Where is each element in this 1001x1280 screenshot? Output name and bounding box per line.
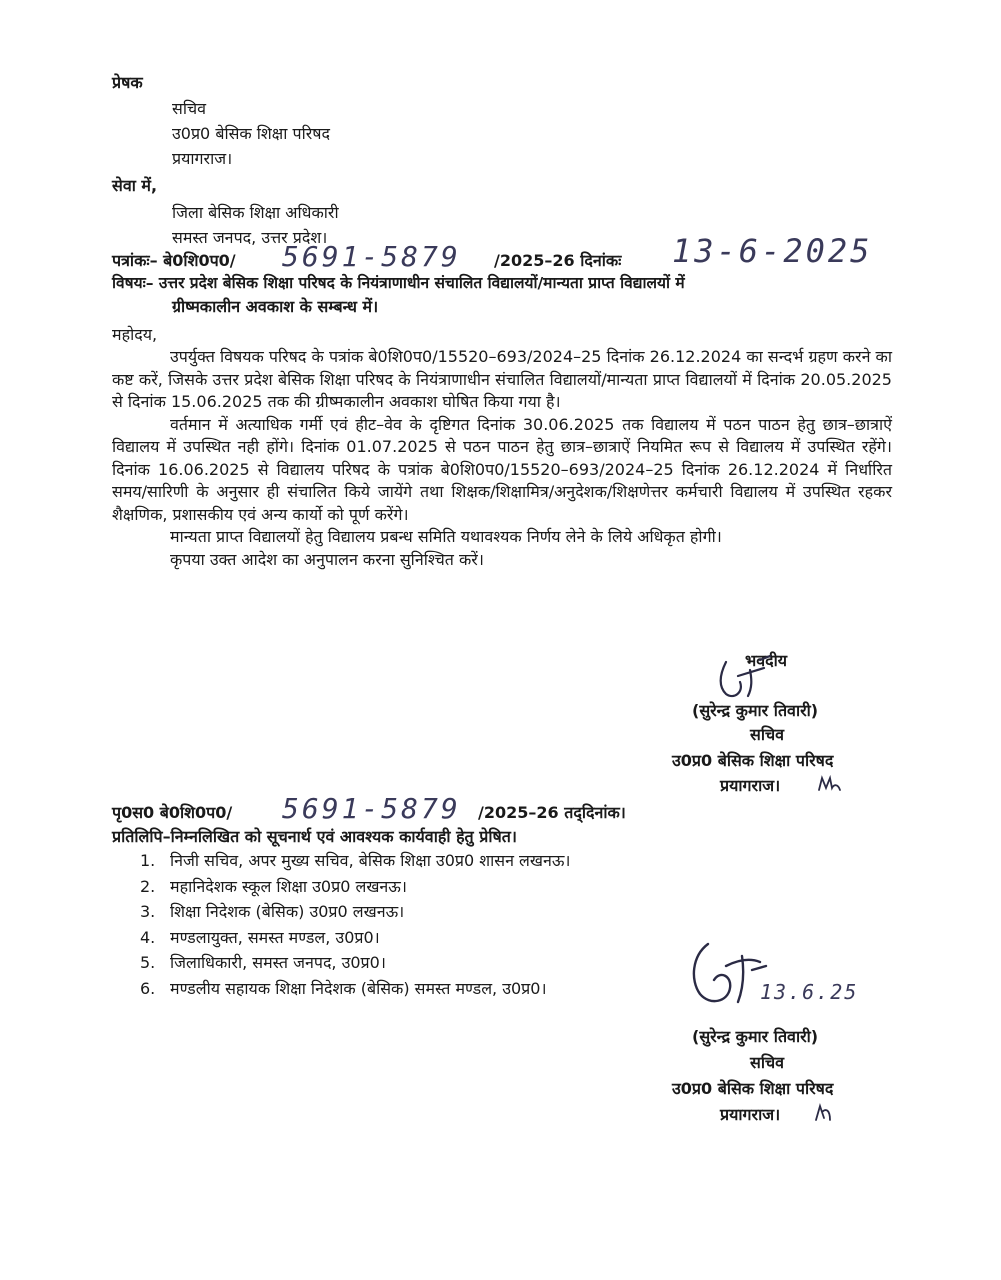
list-number: 5. [140, 953, 156, 973]
signatory-org: उ0प्र0 बेसिक शिक्षा परिषद [672, 751, 834, 770]
list-number: 6. [140, 978, 156, 998]
paragraph: कृपया उक्त आदेश का अनुपालन करना सुनिश्चित करें। [170, 549, 484, 569]
list-number: 1. [140, 851, 156, 870]
list-item [140, 950, 571, 976]
list-item [140, 874, 571, 900]
signature-mark [712, 646, 782, 702]
from-line: सचिव [172, 99, 207, 118]
salutation: महोदय, [112, 325, 158, 344]
signature-date-handwritten: 13.6.25 [760, 980, 859, 1004]
initials-mark [816, 774, 844, 794]
list-text: जिलाधिकारी, समस्त जनपद, उ0प्र0। [170, 953, 386, 973]
from-line: प्रयागराज। [172, 149, 233, 168]
to-label: सेवा में, [112, 176, 158, 195]
signature-mark [686, 936, 776, 1016]
list-item [140, 925, 571, 951]
ref-prefix: पत्रांकः– बे0शि0प0/ [112, 251, 236, 270]
paragraph: उपर्युक्त विषयक परिषद के पत्रांक बे0शि0प0/15520–693/2024–25 दिनांक 26.12.2024 का सन्दर्भ ग्रहण करने का कष्ट करें, जिसके उत्तर प्रदेश बेसिक शिक्षा परिषद के नियंत्राणाधीन संचालित विद्यालयों/मान्यता प्राप्त विद्यालयों में दिनांक 20.05.2025 से दिनांक 15.06.2025 तक की ग्रीष्मकालीन अवकाश घोषित किया गया है। [112, 347, 892, 411]
date-handwritten: 13-6-2025 [672, 232, 873, 270]
list-text: मण्डलायुक्त, समस्त मण्डल, उ0प्र0। [170, 927, 380, 947]
list-item [140, 976, 571, 1002]
subject-line: ग्रीष्मकालीन अवकाश के सम्बन्ध में। [172, 297, 379, 316]
from-label: प्रेषक [112, 73, 143, 92]
list-item [140, 848, 571, 874]
signatory-place: प्रयागराज। [720, 776, 781, 795]
paragraph: मान्यता प्राप्त विद्यालयों हेतु विद्यालय प्रबन्ध समिति यथावश्यक निर्णय लेने के लिये अधिकृत होगी। [170, 527, 722, 546]
copy-ref-prefix: पृ0स0 बे0शि0प0/ [112, 803, 233, 822]
closing: भवदीय [745, 651, 788, 670]
signatory-org: उ0प्र0 बेसिक शिक्षा परिषद [672, 1079, 834, 1098]
letter-body [112, 346, 892, 571]
list-text: शिक्षा निदेशक (बेसिक) उ0प्र0 लखनऊ। [170, 902, 405, 922]
list-number: 4. [140, 927, 156, 947]
to-line: समस्त जनपद, उत्तर प्रदेश। [172, 228, 328, 247]
recipient-list [140, 848, 571, 1002]
copy-ref-number-handwritten: 5691-5879 [282, 792, 461, 825]
list-number: 3. [140, 902, 156, 922]
paragraph: वर्तमान में अत्याधिक गर्मी एवं हीट–वेव के दृष्टिगत दिनांक 30.06.2025 तक विद्यालय में पठन पाठन हेतु छात्र–छात्राऐं विद्यालय में उपस्थित नही होंगे। दिनांक 01.07.2025 से पठन पाठन हेतु छात्र–छात्राऐं नियमित रूप से विद्यालय में उपस्थित रहेंगे। दिनांक 16.06.2025 से विद्यालय परिषद के पत्रांक बे0शि0प0/15520–693/2024–25 दिनांक 26.12.2024 में निर्धारित समय/सारिणी के अनुसार ही संचालित किये जायेंगे तथा शिक्षक/शिक्षामित्र/अनुदेशक/शिक्षणेत्तर कर्मचारी विद्यालय में उपस्थित रहकर शैक्षणिक, प्रशासकीय एवं अन्य कार्यो को पूर्ण करेंगे। [112, 414, 892, 524]
list-item [140, 899, 571, 925]
signatory-name: (सुरेन्द्र कुमार तिवारी) [692, 1027, 819, 1046]
to-line: जिला बेसिक शिक्षा अधिकारी [172, 203, 339, 222]
list-text: निजी सचिव, अपर मुख्य सचिव, बेसिक शिक्षा उ0प्र0 शासन लखनऊ। [170, 851, 571, 870]
signatory-title: सचिव [750, 725, 785, 744]
signatory-place: प्रयागराज। [720, 1105, 781, 1124]
copy-heading: प्रतिलिपि–निम्नलिखित को सूचनार्थ एवं आवश्यक कार्यवाही हेतु प्रेषित। [112, 827, 517, 846]
subject-line: विषयः– उत्तर प्रदेश बेसिक शिक्षा परिषद के नियंत्राणाधीन संचालित विद्यालयों/मान्यता प्राप्त विद्यालयों में [112, 274, 685, 292]
list-text: मण्डलीय सहायक शिक्षा निदेशक (बेसिक) समस्त मण्डल, उ0प्र0। [170, 978, 547, 998]
list-number: 2. [140, 876, 156, 896]
initials-mark [812, 1102, 834, 1124]
ref-year: /2025–26 दिनांकः [494, 251, 622, 270]
ref-number-handwritten: 5691-5879 [282, 240, 461, 273]
signatory-title: सचिव [750, 1053, 785, 1072]
copy-ref-year: /2025–26 तद्‌दिनांक। [478, 803, 626, 822]
from-line: उ0प्र0 बेसिक शिक्षा परिषद [172, 124, 331, 143]
list-text: महानिदेशक स्कूल शिक्षा उ0प्र0 लखनऊ। [170, 876, 407, 896]
signatory-name: (सुरेन्द्र कुमार तिवारी) [692, 701, 819, 720]
